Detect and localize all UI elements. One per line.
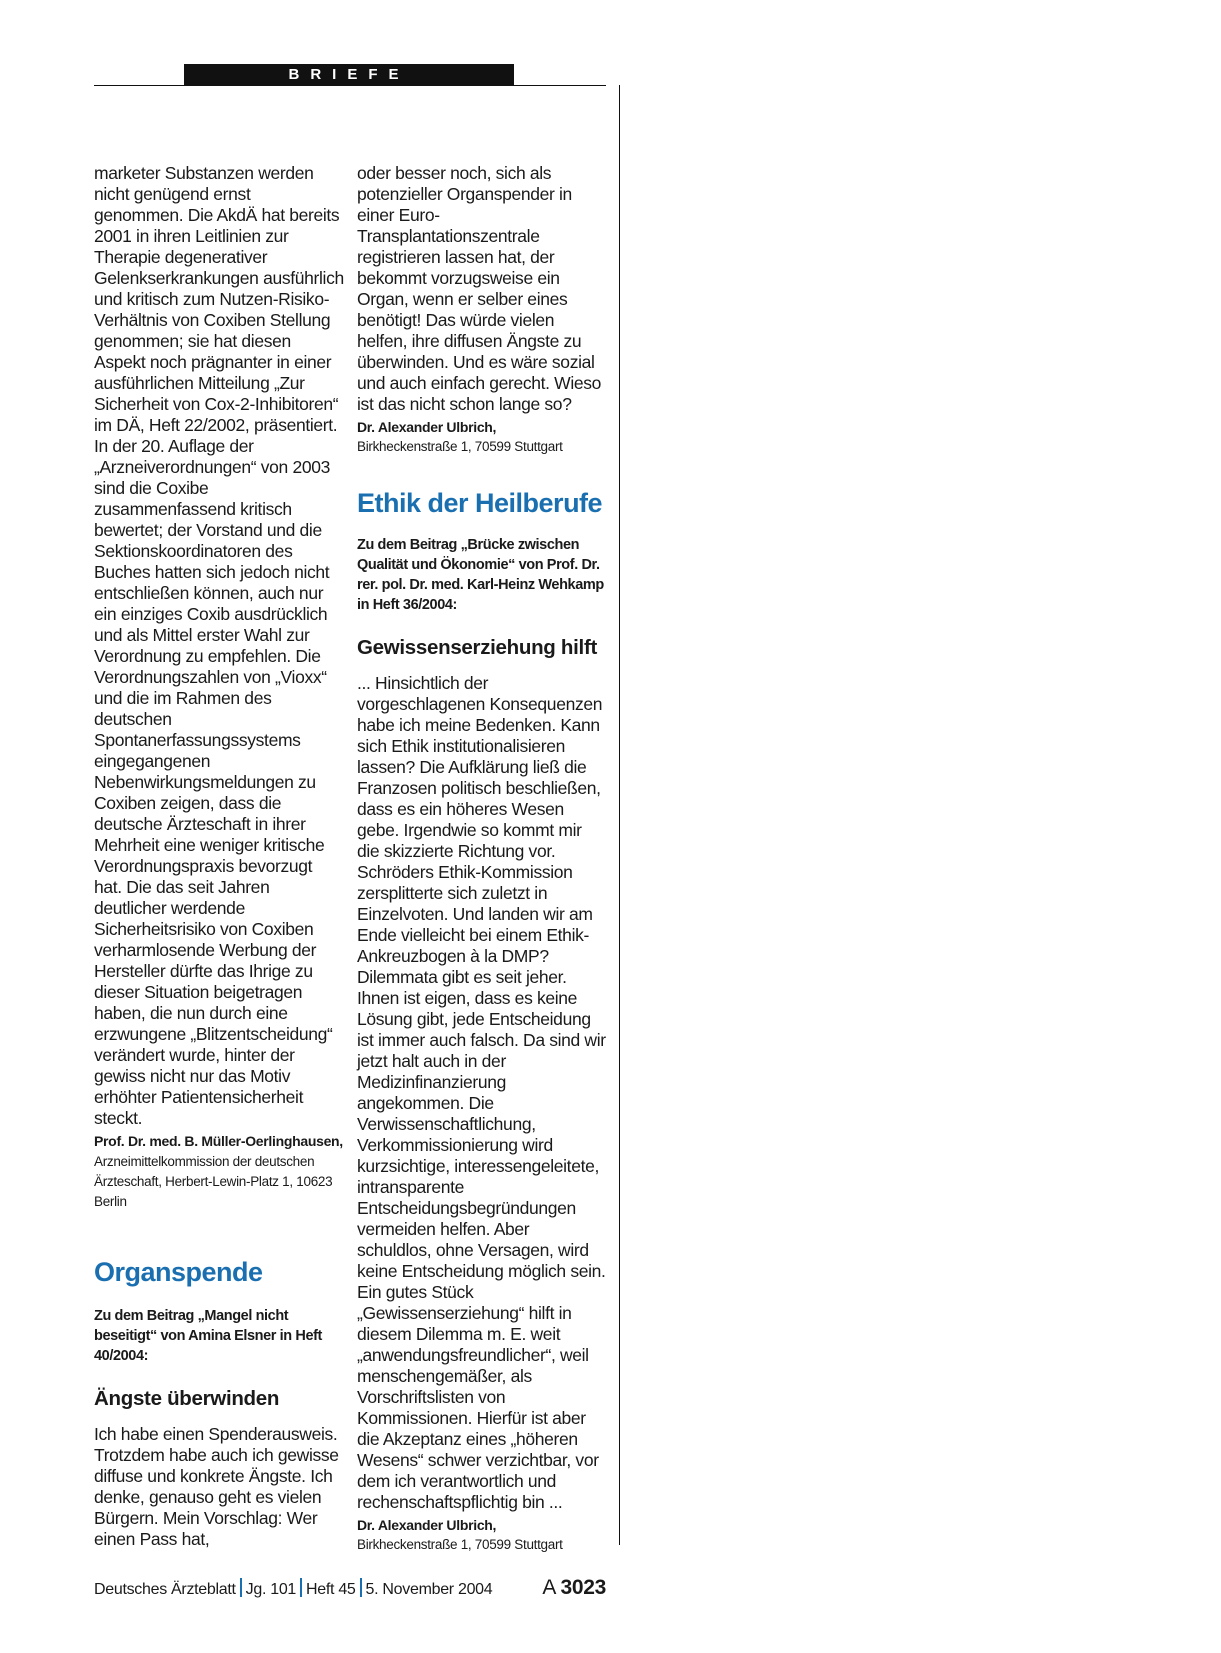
- article-reference: Zu dem Beitrag „Mangel nicht beseitigt“ von Amina Elsner in Heft 40/2004:: [94, 1308, 322, 1364]
- footer-separator: [300, 1578, 302, 1597]
- letter-headline: Ängste überwinden: [94, 1387, 280, 1410]
- signature-name: Dr. Alexander Ulbrich,: [357, 419, 497, 435]
- letter-body: Ich habe einen Spenderausweis. Trotzdem habe auch ich gewisse diffuse und konkrete Ängste. Ich denke, genauso geht es vielen Bürgern. Mein Vorschlag: Wer einen Pass hat,: [94, 1424, 339, 1549]
- footer-separator: [360, 1578, 362, 1597]
- page-number-value: 3023: [560, 1576, 606, 1599]
- footer-separator: [240, 1578, 242, 1597]
- signature: [94, 1131, 344, 1212]
- column-rule: [619, 85, 620, 1545]
- signature-address: Birkheckenstraße 1, 70599 Stuttgart: [357, 1537, 563, 1552]
- letter-body: ... Hinsichtlich der vorgeschlagenen Konsequenzen habe ich meine Bedenken. Kann sich Ethik institutionalisieren lassen? Die Aufklärung ließ die Franzosen politisch beschließen, dass es ein höheres Wesen gebe. Irgendwie so kommt mir die skizzierte Richtung vor. Schröders Ethik-Kommission zersplitterte sich zuletzt in Einzelvoten. Und landen wir am Ende vielleicht bei einem Ethik-Ankreuzbogen à la DMP? Dilemmata gibt es seit jeher. Ihnen ist eigen, dass es keine Lösung gibt, jede Entscheidung ist immer auch falsch. Da sind wir jetzt halt auch in der Medizinfinanzierung angekommen. Die Verwissenschaftlichung, Verkommissionierung wird kurzsichtige, interessengeleitete, intransparente Entscheidungsbegründungen vermeiden helfen. Aber schuldlos, ohne Versagen, wird keine Entscheidung möglich sein. Ein gutes Stück „Gewissenserziehung“ hilft in diesem Dilemma m. E. weit „anwendungsfreundlicher“, weil menschengemäßer, als Vorschriftslisten von Kommissionen. Hierfür ist aber die Akzeptanz eines „höheren Wesens“ schwer verzichtbar, vor dem ich verantwortlich und rechenschaftspflichtig bin ...: [357, 673, 606, 1512]
- header-rule: [94, 85, 606, 86]
- page-footer: [94, 1578, 606, 1602]
- journal-issue: Heft 45: [306, 1581, 356, 1598]
- section-title: Organspende: [94, 1257, 263, 1287]
- journal-name: Deutsches Ärzteblatt: [94, 1581, 236, 1598]
- signature-name: Prof. Dr. med. B. Müller-Oerlinghausen,: [94, 1133, 343, 1149]
- section-title: Ethik der Heilberufe: [357, 488, 603, 518]
- letter-body-cont: oder besser noch, sich als potenzieller Organspender in einer Euro-Transplantationszentrale registrieren lassen hat, der bekommt vorzugsweise ein Organ, wenn er selber eines benötigt! Das würde vielen helfen, ihre diffusen Ängste zu überwinden. Und es wäre sozial und auch einfach gerecht. Wieso ist das nicht schon lange so?: [357, 163, 602, 414]
- page-number: [542, 1576, 606, 1600]
- signature-name: Dr. Alexander Ulbrich,: [357, 1517, 497, 1533]
- signature-address: Birkheckenstraße 1, 70599 Stuttgart: [357, 439, 563, 454]
- letter-headline: Gewissenserziehung hilft: [357, 636, 597, 659]
- page-prefix: A: [542, 1576, 555, 1599]
- letter-body-cont: marketer Substanzen werden nicht genügend ernst genommen. Die AkdÄ hat bereits 2001 in ihren Leitlinien zur Therapie degenerativer Gelenkserkrankungen ausführlich und kritisch zum Nutzen-Risiko-Verhältnis von Coxiben Stellung genommen; sie hat diesen Aspekt noch prägnanter in einer ausführlichen Mitteilung „Zur Sicherheit von Cox-2-Inhibitoren“ im DÄ, Heft 22/2002, präsentiert. In der 20. Auflage der „Arzneiverordnungen“ von 2003 sind die Coxibe zusammenfassend kritisch bewertet; der Vorstand und die Sektionskoordinatoren des Buches hatten sich jedoch nicht entschließen können, auch nur ein einziges Coxib ausdrücklich und als Mittel erster Wahl zur Verordnung zu empfehlen. Die Verordnungszahlen von „Vioxx“ und die im Rahmen des deutschen Spontanerfassungssystems eingegangenen Nebenwirkungsmeldungen zu Coxiben zeigen, dass die deutsche Ärzteschaft in ihrer Mehrheit eine weniger kritische Verordnungspraxis bevorzugt hat. Die das seit Jahren deutlicher werdende Sicherheitsrisiko von Coxiben verharmlosende Werbung der Hersteller dürfte das Ihrige zu dieser Situation beigetragen haben, die nun durch eine erzwungene „Blitzentscheidung“ verändert wurde, hinter der gewiss nicht nur das Motiv erhöhter Patientensicherheit steckt.: [94, 163, 344, 1128]
- journal-volume: Jg. 101: [245, 1581, 297, 1598]
- article-reference: Zu dem Beitrag „Brücke zwischen Qualität und Ökonomie“ von Prof. Dr. rer. pol. Dr. med. Karl-Heinz Wehkamp in Heft 36/2004:: [357, 537, 604, 613]
- left-column: [94, 163, 344, 1550]
- signature-address: Arzneimittelkommission der deutschen Ärzteschaft, Herbert-Lewin-Platz 1, 10623 Berlin: [94, 1154, 333, 1209]
- right-column: [357, 163, 607, 1555]
- issue-date: 5. November 2004: [365, 1581, 493, 1598]
- section-label: BRIEFE: [184, 64, 514, 85]
